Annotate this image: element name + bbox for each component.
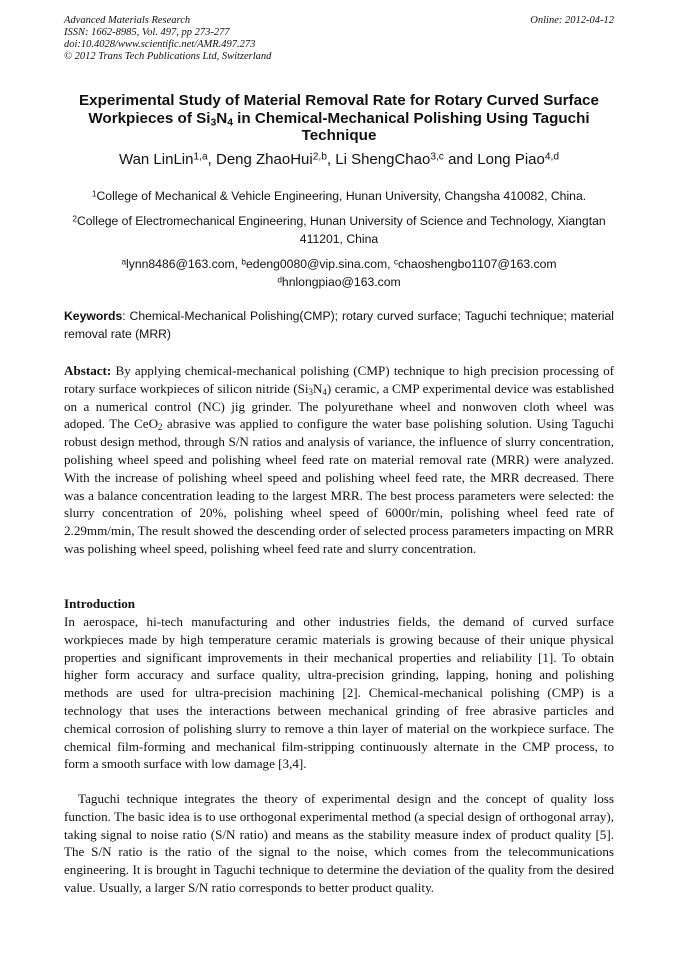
intro-paragraph-2: Taguchi technique integrates the theory of experimental design and the concept of quality loss function. The basic idea is to use orthogonal experimental method (a special design of orthogonal array), taking signal to noise ratio (S/N ratio) and means as the stability measure index of product quality [5]. The S/N ratio is the ratio of the signal to the noise, which comes from the telecommunications engineering. It is brought in Taguchi technique to determine the deviation of the quality from the desired value. Usually, a larger S/N ratio corresponds to better product quality. [64,791,614,895]
email-link[interactable]: lynn8486@163.com, [126,257,242,271]
author-name: Li ShengChao [335,151,431,168]
journal-name: Advanced Materials Research [64,15,191,26]
issn-line: ISSN: 1662-8985, Vol. 497, pp 273-277 [64,27,230,38]
author-emails: $^a$lynn8486@163.com, $^b$edeng0080@vip.sina.com, $^c$chaoshengbo1107@163.com $^d$hnlongpiao@163.com [121,256,557,289]
abstract-label: Abstact: [64,363,112,378]
affiliation-1: $^1$College of Mechanical & Vehicle Engineering, Hunan University, Changsha 410082, China. [91,188,587,203]
author-list: Wan LinLin$^{1,a}$, Deng ZhaoHui$^{2,b}$, Li ShengChao$^{3,c}$ and Long Piao$^{4,d}$ [118,151,560,168]
journal-header [64,15,614,63]
doi-line: doi:10.4028/www.scientific.net/AMR.497.273 [64,39,256,50]
abstract: Abstact: By applying chemical-mechanical polishing (CMP) technique to high precision processing of rotary surface workpieces of silicon nitride $(Si_3N_4)$ ceramic, a CMP experimental device was established on a numerical control (NC) jig grinder. The polyurethane wheel and nonwoven cloth wheel was adoped. The CeO$_2$ abrasive was applied to configure the water base polishing solution. Using Taguchi robust design method, through S/N ratios and analysis of variance, the influence of slurry concentration, polishing wheel speed and polishing wheel feed rate on material removal rate (MRR) were analyzed. With the increase of polishing wheel speed and polishing wheel feed rate, the MRR decreased. There was a balance concentration leading to the largest MRR. The best process parameters were selected: the slurry concentration of 20%, polishing wheel speed of 6000r/min, polishing wheel feed rate of 2.29mm/min, The result showed the descending order of selected process parameters impacting on MRR was polishing wheel speed, polishing wheel feed rate and slurry concentration. [64,363,614,556]
email-link[interactable]: chaoshengbo1107@163.com [398,257,557,271]
online-date: Online: 2012-04-12 [530,15,614,26]
affiliation-2: $^2$College of Electromechanical Engineering, Hunan University of Science and Technology, Xiangtan 411201, China [72,213,606,246]
email-link[interactable]: hnlongpiao@163.com [281,275,401,289]
author-name: Wan LinLin [118,151,194,168]
keywords: Keywords: Chemical-Mechanical Polishing(CMP); rotary curved surface; Taguchi technique; material removal rate (MRR) [64,309,614,341]
email-link[interactable]: edeng0080@vip.sina.com, [246,257,394,271]
keywords-label: Keywords [64,309,123,323]
author-name: Long Piao [477,151,545,168]
section-heading: Introduction [64,596,136,611]
intro-paragraph-1: In aerospace, hi-tech manufacturing and other industries fields, the demand of curved surface workpieces made by high temperature ceramic materials is growing because of their unique physical properties and significant improvements in their mechanical properties and reliability [1]. To obtain higher form accuracy and surface quality, ultra-precision grinding, lapping, honing and polishing methods are used for ultra-precision machining [2]. Chemical-mechanical polishing (CMP) is a technology that uses the interactions between mechanical grinding of free abrasive particles and chemical corrosion of polishing slurry to remove a thin layer of material on the workpiece surface. The chemical film-forming and mechanical film-stripping continuously alternate in the CMP process, to form a smooth surface with low damage [3,4]. [64,614,614,772]
author-name: Deng ZhaoHui [215,151,313,168]
paper-title: Experimental Study of Material Removal Rate for Rotary Curved Surface Workpieces of $Si_3N_4$ in Chemical-Mechanical Polishing Using Taguchi Technique [79,92,599,144]
copyright-line: © 2012 Trans Tech Publications Ltd, Switzerland [64,51,272,62]
